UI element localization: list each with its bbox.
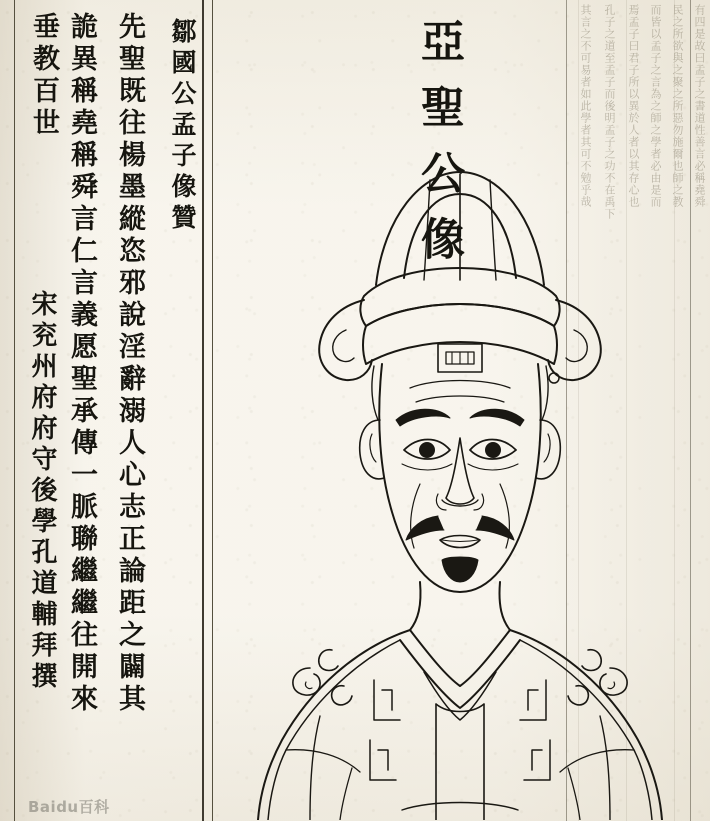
signature-column: 宋兖州府府守後學孔道輔拜撰: [27, 290, 57, 693]
eulogy-column-1: 先聖既往楊墨縱恣邪說淫辭溺人心志正論距之闢其: [114, 12, 145, 716]
frame-rule-text-right-inner: [212, 0, 213, 821]
bleed-column: 而皆以孟子之言為之師之學者必由是而: [649, 4, 662, 208]
portrait-caption-title: 鄒國公孟子像贊: [168, 18, 197, 235]
bleed-column: 孔子之道至孟子而後明孟子之功不在禹下: [603, 4, 616, 220]
bleed-column: 有四是故曰孟子之書道性善言必稱堯舜: [693, 4, 706, 208]
frame-rule-left-outer: [14, 0, 15, 821]
bleed-column: 焉孟子曰君子所以異於人者以其存心也: [627, 4, 640, 208]
eulogy-column-2: 詭異稱堯稱舜言仁言義愿聖承傳一脈聯繼繼往開來: [66, 12, 97, 716]
bleed-column: 其言之不可易者如此學者其可不勉乎哉: [579, 4, 592, 208]
portrait-illustration: [224, 120, 696, 820]
watermark: Baidu百科: [28, 798, 110, 816]
page-title-banner: 亞聖公像: [413, 18, 464, 282]
bleed-column: 民之所欲與之聚之所惡勿施爾也師之教: [671, 4, 684, 208]
eulogy-column-3: 垂教百世: [28, 12, 59, 140]
frame-rule-text-right: [202, 0, 204, 821]
